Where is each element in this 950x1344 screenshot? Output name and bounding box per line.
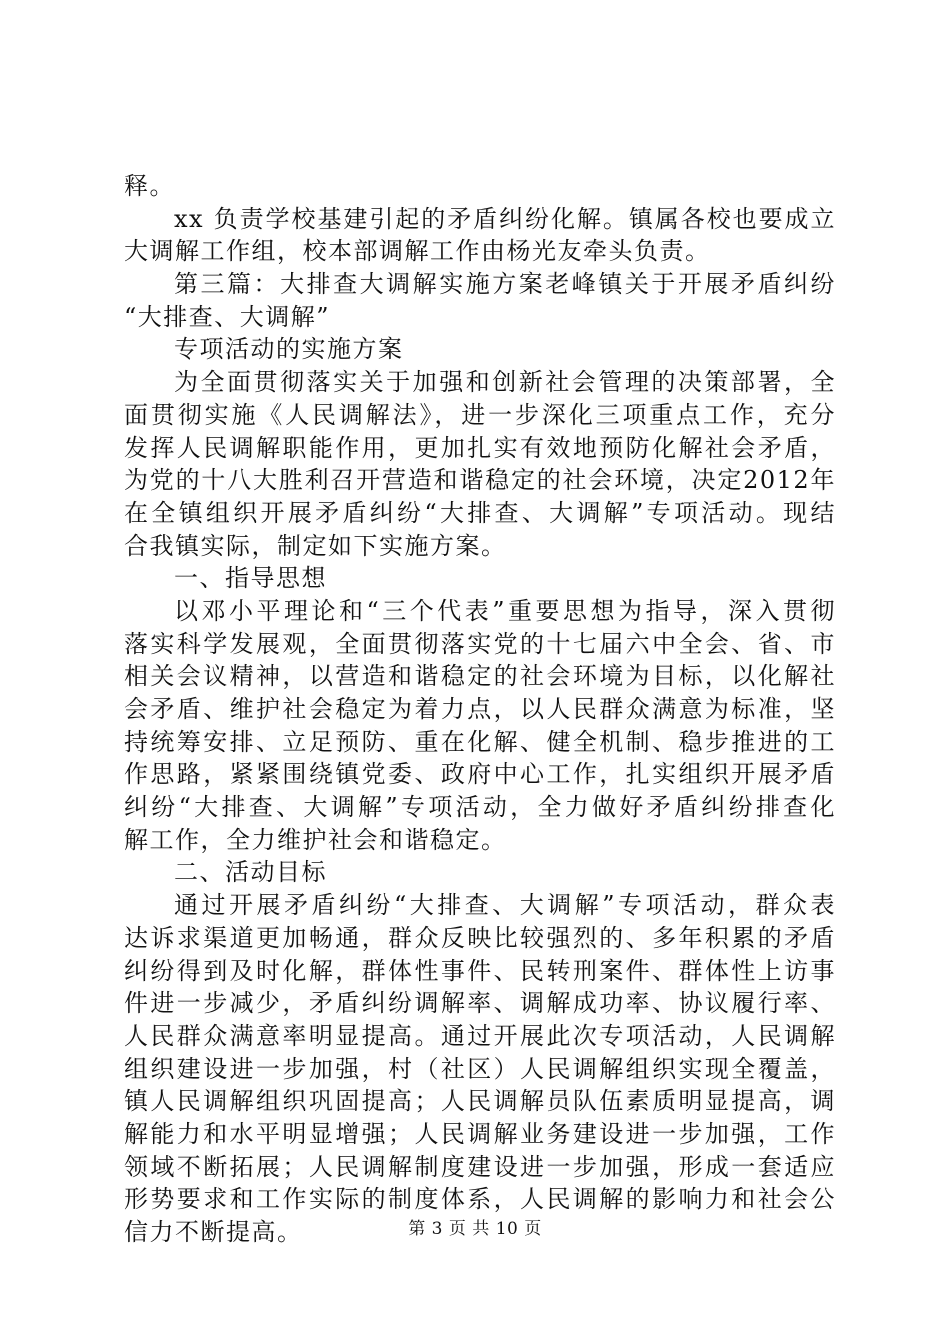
text-line: 发挥人民调解职能作用，更加扎实有效地预防化解社会矛盾， xyxy=(124,433,836,462)
text-line: 解工作，全力维护社会和谐稳定。 xyxy=(124,825,507,854)
text-line: 纠纷得到及时化解，群体性事件、民转刑案件、群体性上访事 xyxy=(124,956,836,985)
text-line: 释。 xyxy=(124,172,175,200)
text-line: 以邓小平理论和“三个代表”重要思想为指导，深入贯彻 xyxy=(174,596,836,625)
text-line: 镇人民调解组织巩固提高；人民调解员队伍素质明显提高，调 xyxy=(124,1087,836,1116)
text-line: 为全面贯彻落实关于加强和创新社会管理的决策部署，全 xyxy=(174,368,836,397)
text-line: 领域不断拓展；人民调解制度建设进一步加强，形成一套适应 xyxy=(124,1152,836,1181)
text-line: 一、指导思想 xyxy=(174,564,327,593)
page-footer: 第 3 页 共 10 页 xyxy=(408,1219,542,1239)
text-line: 件进一步减少，矛盾纠纷调解率、调解成功率、协议履行率、 xyxy=(124,989,836,1018)
text-line: 达诉求渠道更加畅通，群众反映比较强烈的、多年积累的矛盾 xyxy=(124,923,836,952)
text-line: 人民群众满意率明显提高。通过开展此次专项活动，人民调解 xyxy=(124,1021,836,1050)
text-line: “大排查、大调解” xyxy=(124,302,331,331)
text-line: 为党的十八大胜利召开营造和谐稳定的社会环境，决定2012年 xyxy=(124,466,836,495)
text-line: 落实科学发展观，全面贯彻落实党的十七届六中全会、省、市 xyxy=(124,629,836,658)
text-line: 会矛盾、维护社会稳定为着力点，以人民群众满意为标准，坚 xyxy=(124,695,836,723)
text-line: 专项活动的实施方案 xyxy=(174,335,404,364)
text-line: 相关会议精神，以营造和谐稳定的社会环境为目标，以化解社 xyxy=(124,662,836,691)
document-body xyxy=(124,170,836,1249)
text-line: 形势要求和工作实际的制度体系，人民调解的影响力和社会公 xyxy=(124,1185,836,1214)
text-line: 组织建设进一步加强，村（社区）人民调解组织实现全覆盖， xyxy=(124,1054,836,1083)
text-line: 面贯彻实施《人民调解法》，进一步深化三项重点工作，充分 xyxy=(124,400,836,429)
text-line: 通过开展矛盾纠纷“大排查、大调解”专项活动，群众表 xyxy=(174,891,836,920)
text-line: 合我镇实际，制定如下实施方案。 xyxy=(124,531,507,560)
text-line: 作思路，紧紧围绕镇党委、政府中心工作，扎实组织开展矛盾 xyxy=(124,760,836,789)
text-line: 解能力和水平明显增强；人民调解业务建设进一步加强，工作 xyxy=(124,1119,836,1148)
text-line: 信力不断提高。 xyxy=(124,1218,303,1246)
text-line: 大调解工作组，校本部调解工作由杨光友牵头负责。 xyxy=(124,237,711,266)
text-line: 二、活动目标 xyxy=(174,858,327,887)
text-line: 第三篇：大排查大调解实施方案老峰镇关于开展矛盾纠纷 xyxy=(174,270,836,299)
text-line: 持统筹安排、立足预防、重在化解、健全机制、稳步推进的工 xyxy=(124,727,836,756)
text-line: xx 负责学校基建引起的矛盾纠纷化解。镇属各校也要成立 xyxy=(174,204,836,233)
text-line: 在全镇组织开展矛盾纠纷“大排查、大调解”专项活动。现结 xyxy=(124,498,836,527)
text-line: 纠纷“大排查、大调解”专项活动，全力做好矛盾纠纷排查化 xyxy=(124,793,836,822)
